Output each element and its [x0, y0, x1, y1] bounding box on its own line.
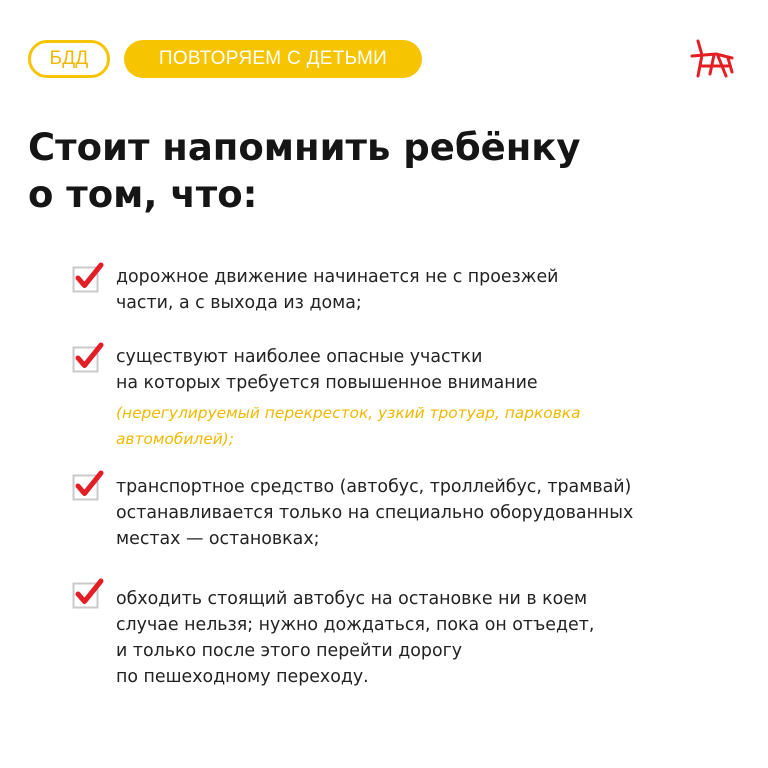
list-item-text: существуют наиболее опасные участки на которых требуется повышенное внимание (нерегулируемый перекресток, узкий тротуар, парковка автомобилей);	[116, 344, 716, 452]
page-title	[28, 124, 648, 218]
chair-logo-icon	[688, 38, 736, 80]
title-line-1: Стоит напомнить ребёнку	[28, 126, 581, 169]
checkbox-checked-icon	[72, 470, 104, 502]
title-line-2: о том, что:	[28, 173, 258, 216]
repeat-with-kids-tag: ПОВТОРЯЕМ С ДЕТЬМИ	[124, 40, 422, 78]
checkbox-checked-icon	[72, 342, 104, 374]
list-item-text: дорожное движение начинается не с проезжей части, а с выхода из дома;	[116, 267, 559, 313]
bdd-tag: БДД	[28, 40, 110, 78]
list-item-text: обходить стоящий автобус на остановке ни в коем случае нельзя; нужно дождаться, пока он отъедет, и только после этого перейти дорогу по пешеходному переходу.	[116, 589, 595, 687]
checkbox-checked-icon	[72, 578, 104, 610]
checkbox-checked-icon	[72, 262, 104, 294]
list-item-note: (нерегулируемый перекресток, узкий тротуар, парковка автомобилей);	[116, 404, 581, 448]
list-item-text: транспортное средство (автобус, троллейбус, трамвай) останавливается только на специально оборудованных местах — остановках;	[116, 477, 634, 549]
